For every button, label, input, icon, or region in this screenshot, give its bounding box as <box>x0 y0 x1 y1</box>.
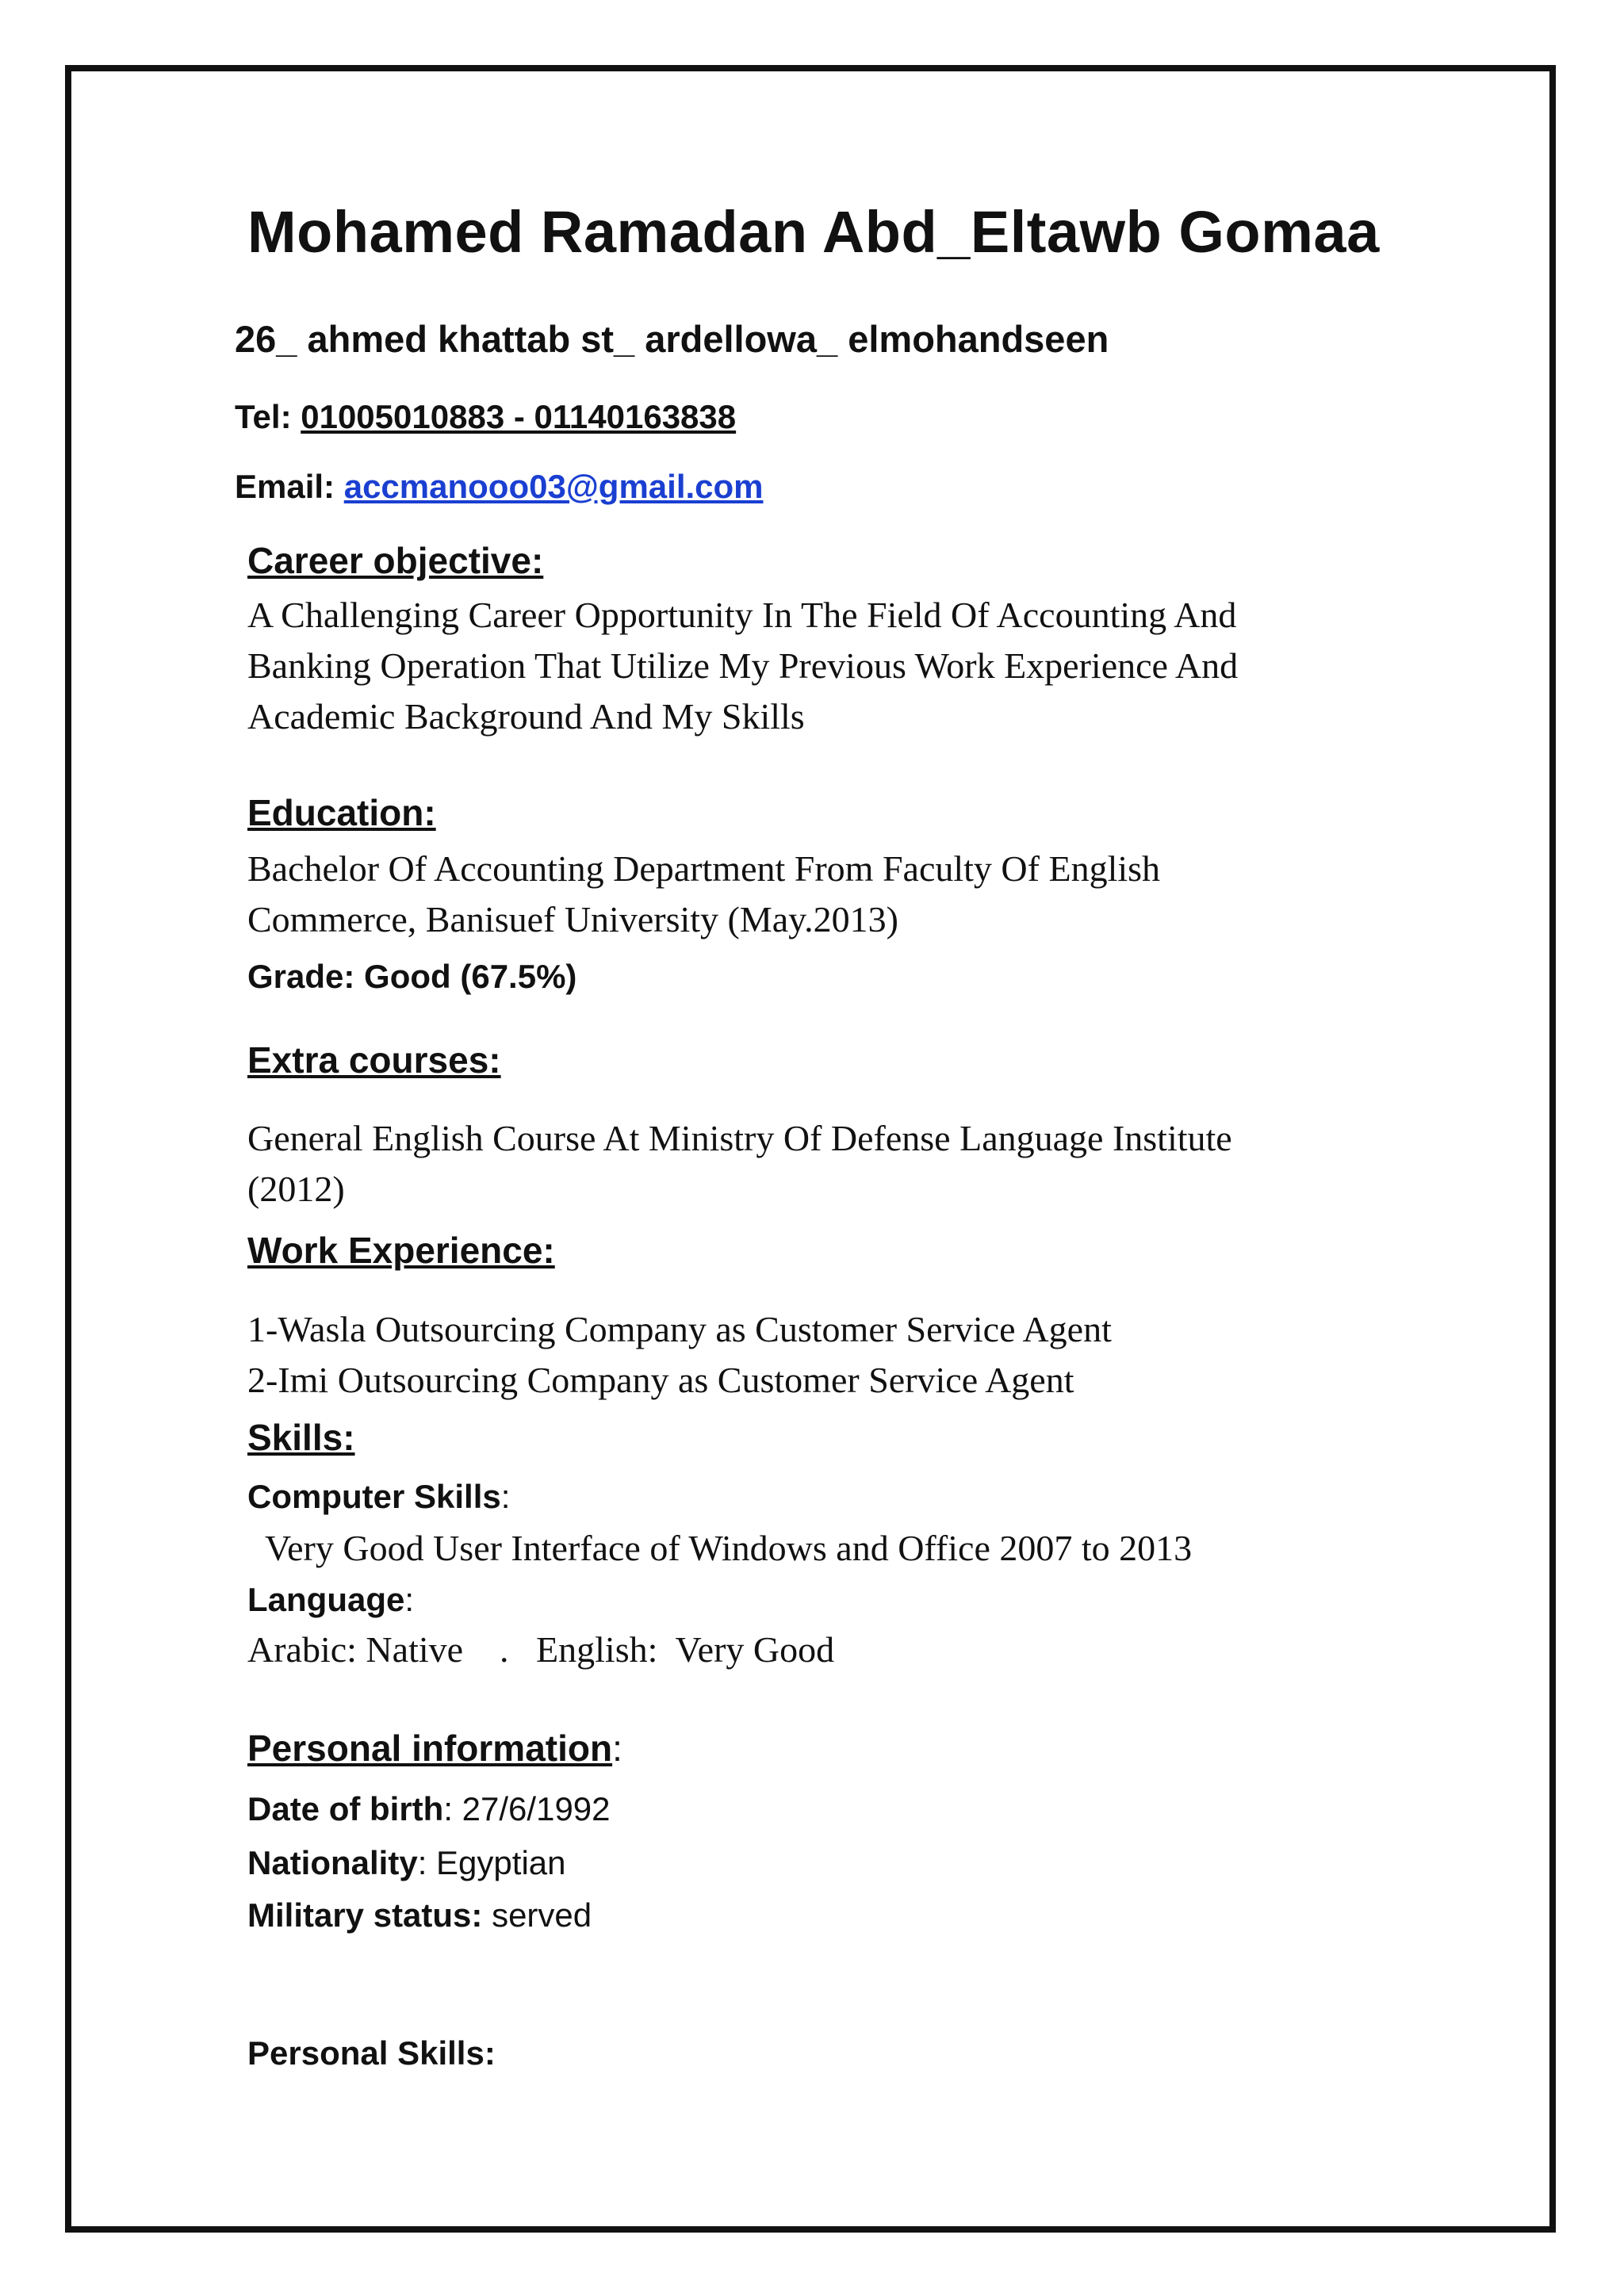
career-heading: Career objective: <box>247 540 544 581</box>
military-value: served <box>482 1896 592 1934</box>
courses-heading: Extra courses: <box>247 1039 501 1081</box>
education-text: Bachelor Of Accounting Department From Faculty Of English Commerce, Banisuef University (May.2013) <box>247 848 1161 939</box>
language-label: Language <box>247 1581 405 1618</box>
applicant-name: Mohamed Ramadan Abd_Eltawb Gomaa <box>247 199 1380 265</box>
computer-skills-label: Computer Skills <box>247 1478 501 1515</box>
computer-skills-line <box>247 1478 510 1516</box>
email-label: Email: <box>235 468 335 505</box>
work-heading: Work Experience: <box>247 1230 555 1271</box>
email-line <box>235 468 764 506</box>
computer-skills-colon: : <box>500 1478 511 1515</box>
language-text: Arabic: Native . English: Very Good <box>247 1629 835 1670</box>
work-item: 2-Imi Outsourcing Company as Customer Service Agent <box>247 1360 1074 1400</box>
computer-skills-text: Very Good User Interface of Windows and Office 2007 to 2013 <box>265 1528 1193 1568</box>
courses-text: General English Course At Ministry Of Defense Language Institute (2012) <box>247 1118 1232 1209</box>
email-link[interactable]: accmanooo03@gmail.com <box>343 468 764 505</box>
dob-line <box>247 1790 611 1828</box>
military-line <box>247 1896 592 1934</box>
dob-label: Date of birth <box>247 1790 444 1827</box>
personal-skills-label: Personal Skills: <box>247 2034 496 2072</box>
personal-heading-line <box>247 1727 622 1770</box>
education-heading: Education: <box>247 792 436 833</box>
tel-label: Tel: <box>235 398 292 435</box>
nationality-line <box>247 1844 566 1882</box>
language-line <box>247 1581 414 1619</box>
nationality-label: Nationality <box>247 1844 418 1881</box>
personal-heading: Personal information <box>247 1728 613 1769</box>
personal-heading-colon: : <box>612 1728 622 1769</box>
education-grade: Grade: Good (67.5%) <box>247 958 577 995</box>
tel-value: 01005010883 - 01140163838 <box>301 398 737 435</box>
dob-value: : 27/6/1992 <box>443 1790 611 1827</box>
work-item: 1-Wasla Outsourcing Company as Customer Service Agent <box>247 1309 1112 1349</box>
skills-heading: Skills: <box>247 1417 355 1458</box>
career-text: A Challenging Career Opportunity In The Field Of Accounting And Banking Operation That Utilize My Previous Work Experience And Academic Background And My Skills <box>247 595 1239 737</box>
language-colon: : <box>404 1581 415 1618</box>
phone-line <box>235 398 736 436</box>
address: 26_ ahmed khattab st_ ardellowa_ elmohandseen <box>235 318 1109 360</box>
nationality-value: : Egyptian <box>417 1844 566 1881</box>
military-label: Military status: <box>247 1896 483 1934</box>
